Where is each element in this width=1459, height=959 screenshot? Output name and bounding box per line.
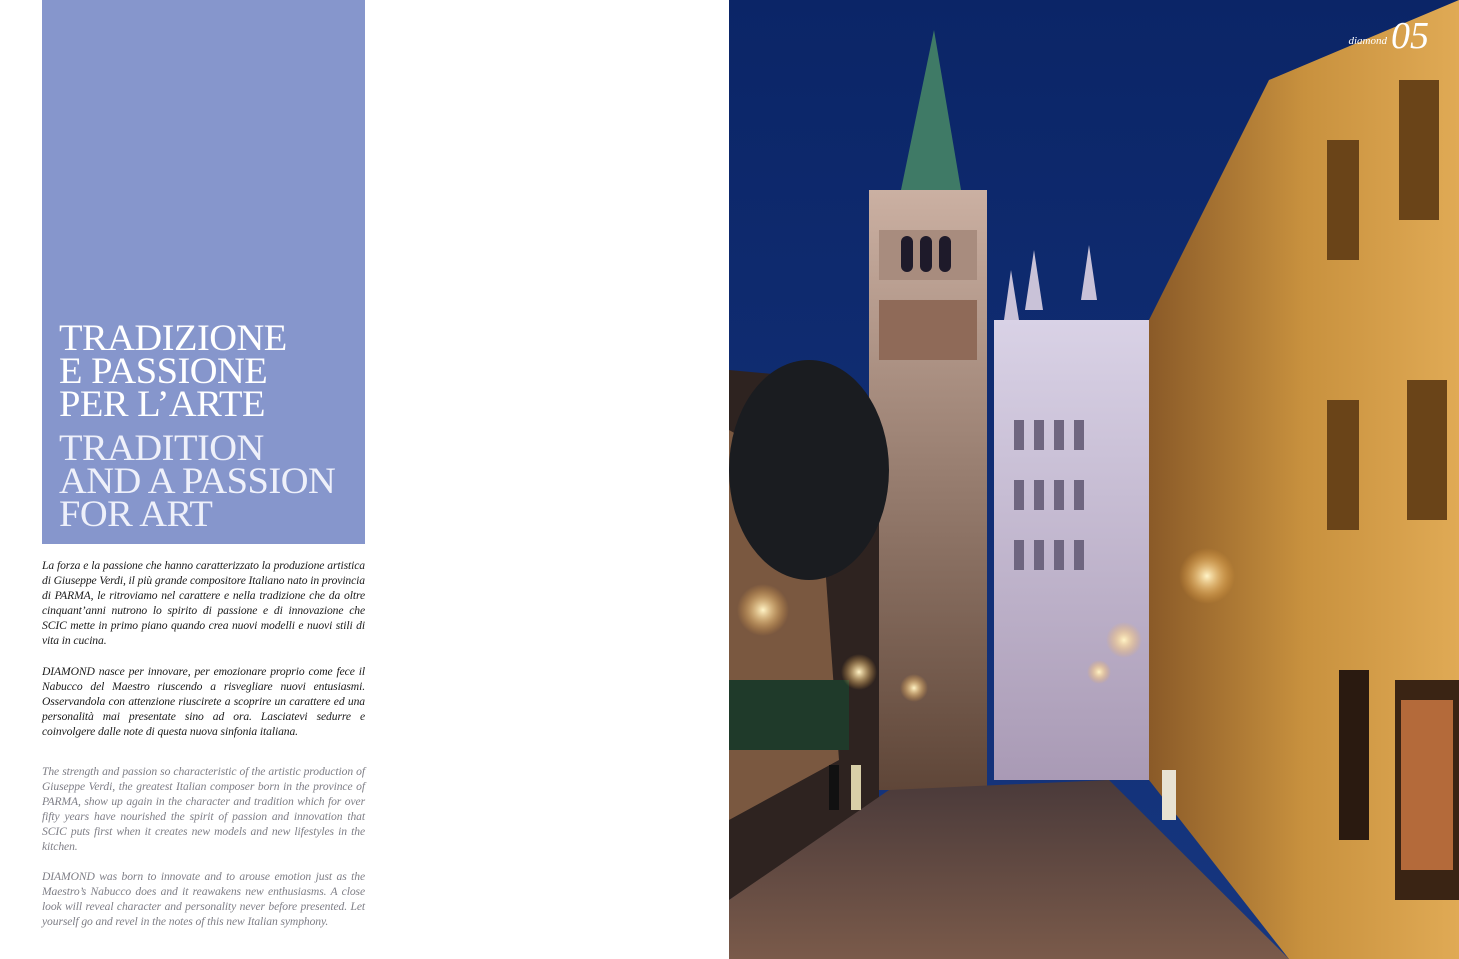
title-italian (59, 318, 287, 425)
title-english-line-3: FOR ART (59, 494, 213, 535)
title-italian-line-3: PER L’ARTE (59, 384, 265, 425)
left-page (0, 0, 729, 959)
page-folio (1349, 14, 1430, 58)
title-english-line-2: AND A PASSION (59, 461, 336, 502)
parma-night-street-photo (729, 0, 1459, 959)
title-block (42, 0, 365, 544)
page-number: 05 (1391, 15, 1429, 57)
title-italian-line-1: TRADIZIONE (59, 318, 287, 359)
title-italian-line-2: E PASSIONE (59, 351, 268, 392)
paragraph-english-2: DIAMOND was born to innovate and to arouse emotion just as the Maestro’s Nabucco does and it reawakens new enthusiasms. A close look will reveal character and personality never before presented. Let yourself go and revel in the notes of this new Italian symphony. (42, 870, 365, 928)
baptistery (994, 245, 1159, 780)
photo-illustration (729, 0, 1459, 959)
title-english-line-1: TRADITION (59, 428, 264, 469)
paragraph-italian-2: DIAMOND nasce per innovare, per emozionare proprio come fece il Nabucco del Maestro riuscendo a risvegliare nuovi entusiasmi. Osservandola con attenzione riuscirete a scoprire un carattere ed una personalità mai presentate sino ad ora. Lasciatevi sedurre e coinvolgere dalle note di questa nuova sinfonia italiana. (42, 665, 365, 738)
folio-brand: diamond (1348, 35, 1387, 47)
paragraph-english-1: The strength and passion so characteristic of the artistic production of Giuseppe Verdi, the greatest Italian composer born in the province of PARMA, show up again in the character and tradition which for over fifty years have nourished the spirit of passion and innovation that SCIC puts first when it creates new models and new lifestyles in the kitchen. (42, 765, 365, 853)
paragraph-italian-1: La forza e la passione che hanno caratterizzato la produzione artistica di Giuseppe Verdi, il più grande compositore Italiano nato in provincia di PARMA, le ritroviamo nel carattere e nella tradizione che da oltre cinquant’anni nutrono lo spirito di passione e di innovazione che SCIC mette in primo piano quando crea nuovi modelli e nuovi stili di vita in cucina. (42, 559, 365, 647)
title-english (59, 428, 336, 535)
